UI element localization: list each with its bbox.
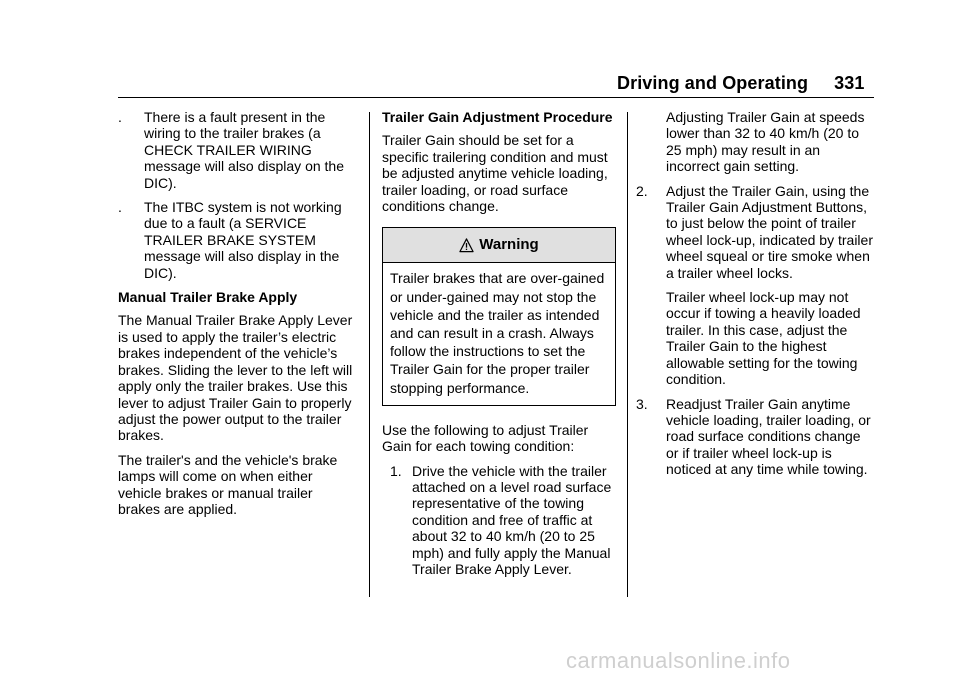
section-title: Driving and Operating [617, 73, 809, 93]
paragraph: The trailer's and the vehicle's brake lamps will come on when either vehicle brakes or manual trailer brakes are applied. [118, 451, 338, 517]
step-text: Drive the vehicle with the trailer attached on a level road surface representative of the towing condition and free of traffic at about 32 to 40 km/h (20 to 25 mph) and fully apply the Manual Trailer Brake Apply Lever. [412, 462, 612, 578]
step-number: 2. [636, 182, 648, 199]
bullet-mark: . [118, 109, 122, 125]
list-item [636, 183, 876, 281]
bullet-item [118, 199, 358, 281]
column-2 [382, 109, 616, 586]
section-heading: Trailer Gain Adjustment Procedure [382, 109, 613, 125]
page-number: 331 [834, 73, 865, 93]
step-text: Adjust the Trailer Gain, using the Trailer Gain Adjustment Buttons, to just below the point of trailer wheel lock-up, indicated by trailer wheel squeal or tire smoke when a trailer wheel locks. [666, 182, 873, 281]
watermark: carmanualsonline.info [566, 648, 791, 673]
page-header [617, 73, 864, 94]
warning-title-bar [383, 228, 615, 263]
list-item [636, 396, 876, 478]
column-3 [636, 109, 876, 486]
column-divider-1 [369, 112, 370, 597]
warning-box [382, 227, 616, 405]
header-rule [118, 97, 874, 98]
column-1 [118, 109, 358, 525]
bullet-text: There is a fault present in the wiring to the trailer brakes (a CHECK TRAILER WIRING message will also display on the DIC). [144, 109, 344, 191]
paragraph: The Manual Trailer Brake Apply Lever is used to apply the trailer’s electric brakes independent of the vehicle’s brakes. Sliding the lever to the left will apply only the trailer brakes. Use this lever to adjust Trailer Gain to properly adjust the power output to the trailer brakes. [118, 312, 353, 444]
warning-triangle-icon [459, 238, 474, 253]
bullet-item [118, 109, 358, 191]
step-text: Readjust Trailer Gain anytime vehicle loading, trailer loading, or road surface conditions change or if trailer wheel lock-up is noticed at any time while towing. [666, 395, 871, 478]
warning-title: Warning [479, 236, 539, 254]
step-number: 1. [390, 462, 402, 479]
paragraph: Use the following to adjust Trailer Gain for each towing condition: [382, 421, 589, 455]
step-continuation: Trailer wheel lock-up may not occur if towing a heavily loaded trailer. In this case, adjust the Trailer Gain to the highest allowable setting for the towing condition. [666, 289, 861, 388]
column-divider-2 [627, 112, 628, 597]
bullet-text: The ITBC system is not working due to a fault (a SERVICE TRAILER BRAKE SYSTEM message will also display in the DIC). [144, 199, 342, 281]
step-number: 3. [636, 395, 648, 412]
step-continuation: Adjusting Trailer Gain at speeds lower than 32 to 40 km/h (20 to 25 mph) may result in an incorrect gain setting. [666, 109, 865, 175]
warning-text: Trailer brakes that are over-gained or under-gained may not stop the vehicle and the trailer as intended and can result in a crash. Always follow the instructions to set the Trailer Gain for the proper trailer stopping performance. [390, 270, 605, 396]
bullet-mark: . [118, 199, 122, 216]
list-item [382, 463, 616, 578]
paragraph: Trailer Gain should be set for a specific trailering condition and must be adjusted anytime vehicle loading, trailer loading, or road surface conditions change. [382, 132, 608, 215]
section-heading: Manual Trailer Brake Apply [118, 289, 298, 306]
